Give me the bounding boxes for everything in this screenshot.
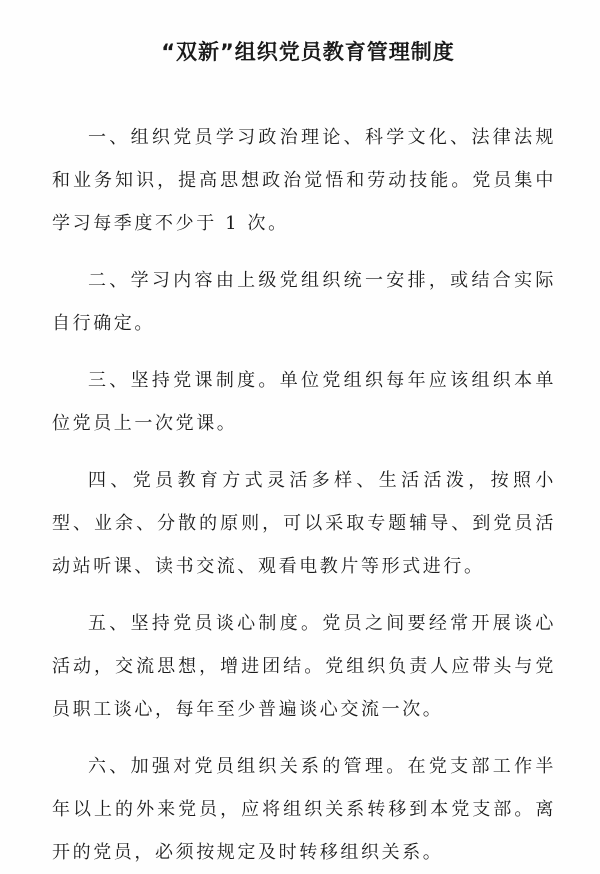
paragraph-4: 四、党员教育方式灵活多样、生活活泼，按照小型、业余、分散的原则，可以采取专题辅导、到党员活动站听课、读书交流、观看电教片等形式进行。 [52, 470, 556, 577]
paragraph-2: 二、学习内容由上级党组织统一安排，或结合实际自行确定。 [52, 270, 556, 334]
paragraph-6: 六、加强对党员组织关系的管理。在党支部工作半年以上的外来党员，应将组织关系转移到本党支部。离开的党员，必须按规定及时转移组织关系。 [52, 756, 556, 863]
paragraph-3: 三、坚持党课制度。单位党组织每年应该组织本单位党员上一次党课。 [52, 370, 556, 434]
document-title: “双新”组织党员教育管理制度 [161, 40, 455, 64]
paragraph-1: 一、组织党员学习政治理论、科学文化、法律法规和业务知识，提高思想政治觉悟和劳动技能。党员集中学习每季度不少于 1 次。 [52, 127, 556, 234]
paragraph-5: 五、坚持党员谈心制度。党员之间要经常开展谈心活动，交流思想，增进团结。党组织负责人应带头与党员职工谈心，每年至少普遍谈心交流一次。 [52, 613, 556, 720]
